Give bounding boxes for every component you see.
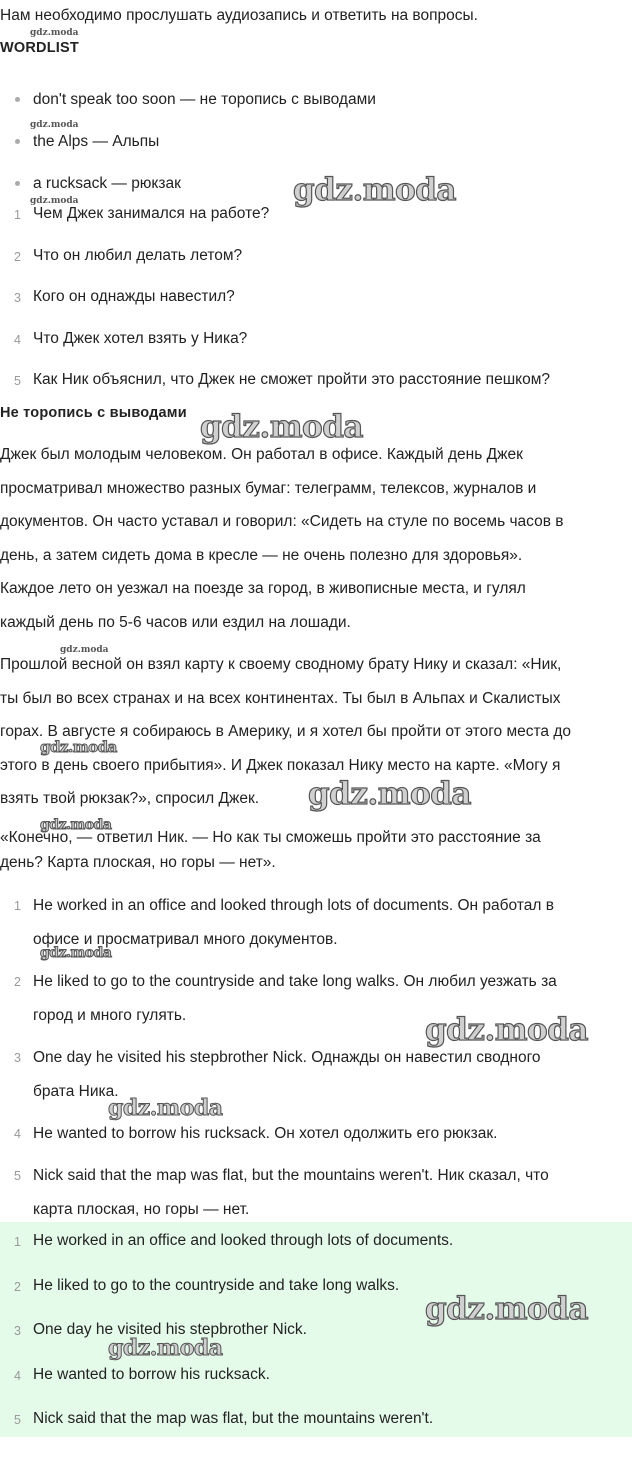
watermark: gdz.moda <box>40 817 112 833</box>
story-line: Прошлой весной он взял карту к своему сводному брату Нику и сказал: «Ник, <box>0 656 562 673</box>
answer-number: 5 <box>14 1413 21 1428</box>
watermark: gdz.moda <box>40 738 117 756</box>
watermark: gdz.moda <box>108 1095 223 1121</box>
answer-line: He worked in an office and looked through lots of documents. Он работал в <box>33 897 554 914</box>
story-line: Каждое лето он уезжал на поезде за город, в живописные места, и гулял <box>0 580 526 597</box>
wordlist-item-text: a rucksack — рюкзак <box>33 175 181 192</box>
story-line: день? Карта плоская, но горы — нет». <box>0 854 276 871</box>
story-line: ты был во всех странах и на всех континентах. Ты был в Альпах и Скалистых <box>0 689 561 707</box>
story-line: день, а затем сидеть дома в кресле — не очень полезно для здоровья». <box>0 546 523 564</box>
question-item <box>0 241 632 283</box>
watermark: gdz.moda <box>308 776 471 812</box>
wordlist-item <box>0 122 632 164</box>
wordlist-item-text: the Alps — Альпы <box>33 133 160 150</box>
question-text: Кого он однажды навестил? <box>33 288 235 305</box>
answer-text: Nick said that the map was flat, but the mountains weren't. <box>33 1410 434 1428</box>
answer-number: 3 <box>14 1051 21 1065</box>
story-line: каждый день по 5-6 часов или ездил на лошади. <box>0 613 351 631</box>
wordlist-item <box>0 80 632 122</box>
story-line: этого в день своего прибытия». И Джек показал Нику место на карте. «Могу я <box>0 756 561 774</box>
question-list <box>0 199 632 407</box>
watermark: gdz.moda <box>425 1012 588 1048</box>
watermark: gdz.moda <box>108 1335 223 1361</box>
question-number: 2 <box>14 249 21 264</box>
answer-line: One day he visited his stepbrother Nick. Однажды он навестил сводного <box>33 1049 541 1066</box>
answer-item <box>0 1159 632 1227</box>
answer-text: He wanted to borrow his rucksack. <box>33 1365 270 1383</box>
question-number: 3 <box>14 291 21 305</box>
answer-line: офисе и просматривал много документов. <box>33 931 338 948</box>
story-line: Джек был молодым человеком. Он работал в офисе. Каждый день Джек <box>0 446 523 463</box>
answer-number: 2 <box>14 975 21 989</box>
wordlist-heading: WORDLIST <box>0 40 79 56</box>
answer-list <box>0 889 632 1235</box>
story-line: просматривал множество разных бумаг: телеграмм, телексов, журналов и <box>0 479 537 497</box>
answer-line: Nick said that the map was flat, but the mountains weren't. Ник сказал, что <box>33 1167 549 1184</box>
story-line: горах. В августе я собираюсь в Америку, и я хотел бы пройти от этого места до <box>0 723 572 740</box>
story-paragraph <box>0 438 632 639</box>
answer-line: карта плоская, но горы — нет. <box>33 1201 250 1218</box>
answer-text: He liked to go to the countryside and take long walks. <box>33 1276 400 1294</box>
english-answer-item <box>0 1400 632 1445</box>
wordlist-item-text: don't speak too soon — не торопись с выводами <box>33 91 376 108</box>
watermark: gdz.moda <box>60 645 109 655</box>
question-text: Чем Джек занимался на работе? <box>33 205 270 222</box>
answer-text: One day he visited his stepbrother Nick. <box>33 1321 307 1339</box>
english-answer-item <box>0 1356 632 1401</box>
answer-text: He worked in an office and looked through lots of documents. <box>33 1232 454 1249</box>
answer-line: He liked to go to the countryside and take long walks. Он любил уезжать за <box>33 973 557 990</box>
answer-line: город и много гулять. <box>33 1007 187 1024</box>
bullet-icon <box>15 97 20 102</box>
question-item <box>0 365 632 407</box>
answer-number: 5 <box>14 1169 21 1183</box>
watermark: gdz.moda <box>30 196 79 206</box>
answer-item <box>0 1117 632 1151</box>
story-title: Не торопись с выводами <box>0 405 187 421</box>
question-number: 4 <box>14 332 21 347</box>
english-answer-list <box>0 1222 632 1445</box>
answer-line: He wanted to borrow his rucksack. Он хотел одолжить его рюкзак. <box>33 1125 498 1142</box>
watermark: gdz.moda <box>30 120 79 130</box>
question-number: 1 <box>14 208 21 222</box>
watermark: gdz.moda <box>293 172 456 208</box>
watermark: gdz.moda <box>200 409 363 445</box>
english-answer-item <box>0 1222 632 1267</box>
question-item <box>0 324 632 366</box>
answer-number: 4 <box>14 1368 21 1383</box>
watermark: gdz.moda <box>425 1291 588 1327</box>
answer-item <box>0 1041 632 1109</box>
question-text: Что он любил делать летом? <box>33 246 243 264</box>
question-item <box>0 282 632 324</box>
answer-number: 3 <box>14 1324 21 1339</box>
watermark: gdz.moda <box>40 945 112 961</box>
answer-number: 2 <box>14 1279 21 1294</box>
question-text: Что Джек хотел взять у Ника? <box>33 329 248 347</box>
intro-text: Нам необходимо прослушать аудиозапись и ответить на вопросы. <box>0 7 478 24</box>
bullet-icon <box>15 181 20 186</box>
answer-line: брата Ника. <box>33 1083 119 1100</box>
question-number: 5 <box>14 374 21 388</box>
story-line: «Конечно, — ответил Ник. — Но как ты сможешь пройти это расстояние за <box>0 829 541 846</box>
story-line: взять твой рюкзак?», спросил Джек. <box>0 790 260 807</box>
bullet-icon <box>15 139 20 144</box>
story-line: документов. Он часто уставал и говорил: «Сидеть на стуле по восемь часов в <box>0 513 564 530</box>
question-text: Как Ник объяснил, что Джек не сможет пройти это расстояние пешком? <box>33 371 550 388</box>
watermark: gdz.moda <box>30 28 79 38</box>
answer-number: 4 <box>14 1127 21 1141</box>
answer-number: 1 <box>14 899 21 913</box>
answer-number: 1 <box>14 1235 21 1249</box>
